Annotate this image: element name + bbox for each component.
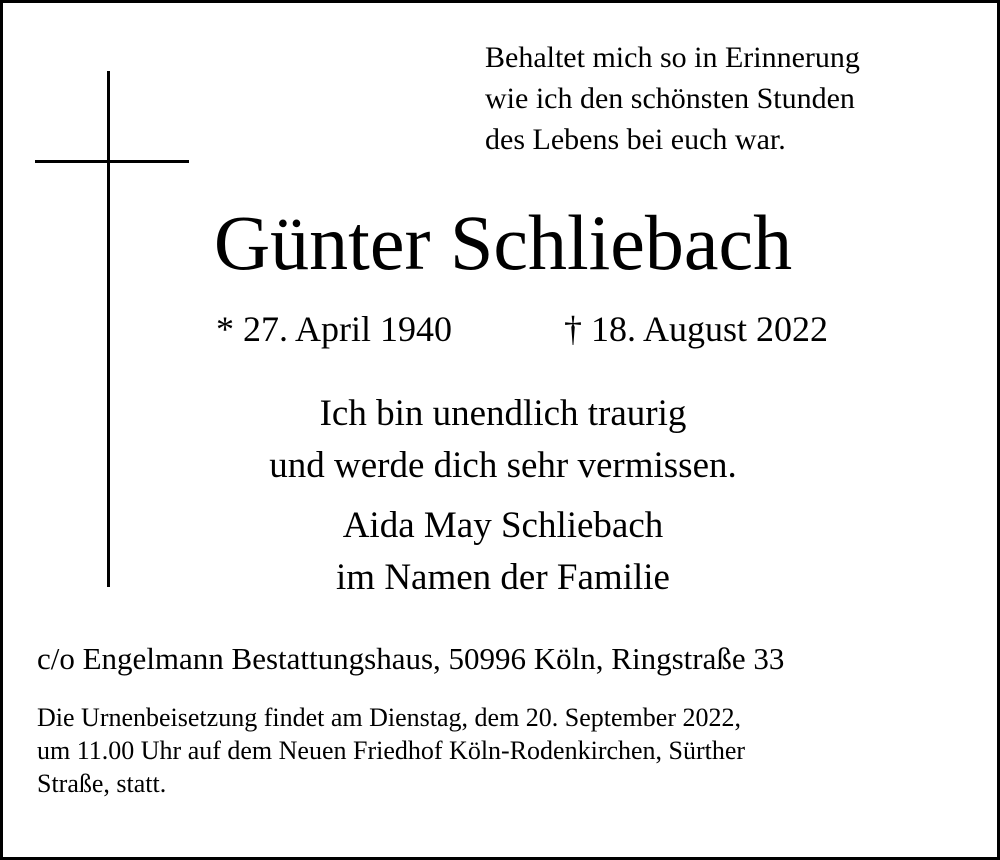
deceased-name: Günter Schliebach	[213, 199, 793, 286]
notice-line: um 11.00 Uhr auf dem Neuen Friedhof Köln-Rodenkirchen, Sürther	[37, 736, 746, 765]
quote-line: Behaltet mich so in Erinnerung	[485, 41, 860, 74]
notice-line: Die Urnenbeisetzung findet am Dienstag, dem 20. September 2022,	[37, 703, 741, 732]
contact-address: c/o Engelmann Bestattungshaus, 50996 Köln, Ringstraße 33	[37, 641, 785, 676]
message-line: und werde dich sehr vermissen.	[269, 445, 737, 486]
signatory-name: Aida May Schliebach	[342, 505, 664, 546]
notice-line: Straße, statt.	[37, 769, 167, 798]
death-date: † 18. August 2022	[564, 309, 829, 349]
signatory-role: im Namen der Familie	[336, 557, 670, 598]
burial-notice	[37, 701, 977, 800]
birth-date: * 27. April 1940	[216, 309, 453, 349]
quote-line: wie ich den schönsten Stunden	[485, 82, 855, 115]
quote-line: des Lebens bei euch war.	[485, 123, 786, 156]
cross-horizontal-bar	[35, 160, 189, 163]
message-line: Ich bin unendlich traurig	[319, 393, 687, 434]
memorial-quote	[485, 37, 860, 160]
